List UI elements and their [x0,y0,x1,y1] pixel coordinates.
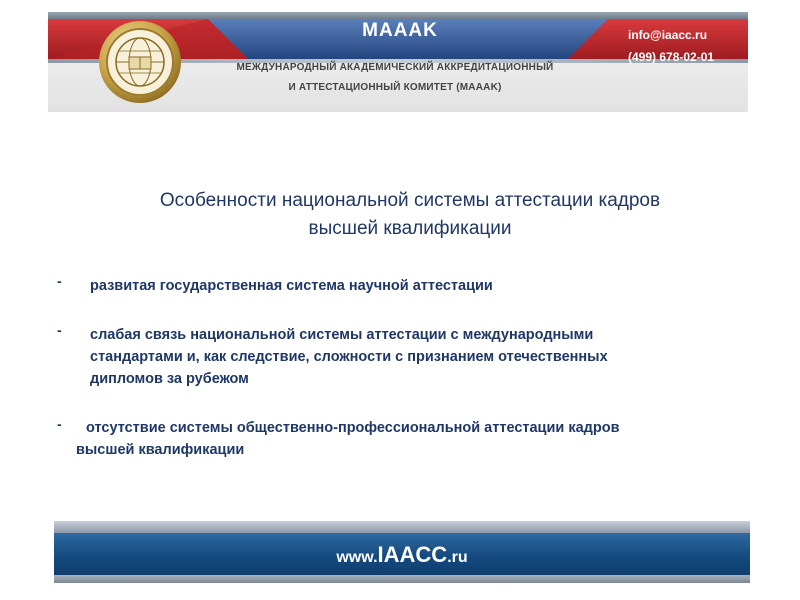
bullet-marker: - [57,273,62,289]
bullet-marker: - [57,322,62,338]
list-item: развитая государственная система научной аттестации [90,278,493,294]
header-top-line [48,12,748,19]
list-item-line: отсутствие системы общественно-профессиональной аттестации кадров [86,420,620,436]
organization-acronym: МААAK [362,20,438,41]
organization-name-line1: МЕЖДУНАРОДНЫЙ АКАДЕМИЧЕСКИЙ АККРЕДИТАЦИОННЫЙ [236,62,554,73]
slide-heading [80,187,740,243]
contact-phone: (499) 678-02-01 [628,50,715,64]
maaak-seal-logo [98,20,182,104]
list-item-line: высшей квалификации [76,442,245,458]
organization-name-line2: И АТТЕСТАЦИОННЫЙ КОМИТЕТ (МААAK) [288,82,502,93]
contact-email: info@iaacc.ru [628,28,708,42]
list-item-line: стандартами и, как следствие, сложности с признанием отечественных [90,349,608,365]
slide-heading-line2: высшей квалификации [308,218,512,239]
website-domain: IAACC [377,542,448,567]
footer-top-strip [54,521,750,533]
list-item-line: дипломов за рубежом [90,371,249,387]
list-item [76,417,756,461]
website-link[interactable] [54,542,750,568]
website-suffix: .ru [447,549,468,566]
footer-banner [54,521,750,583]
list-item-line: слабая связь национальной системы аттестации с международными [90,327,594,343]
slide-heading-line1: Особенности национальной системы аттестации кадров [159,190,661,211]
list-item [90,324,740,390]
footer-bottom-strip [54,575,750,583]
bullet-marker: - [57,416,62,432]
website-prefix: www. [336,549,378,566]
